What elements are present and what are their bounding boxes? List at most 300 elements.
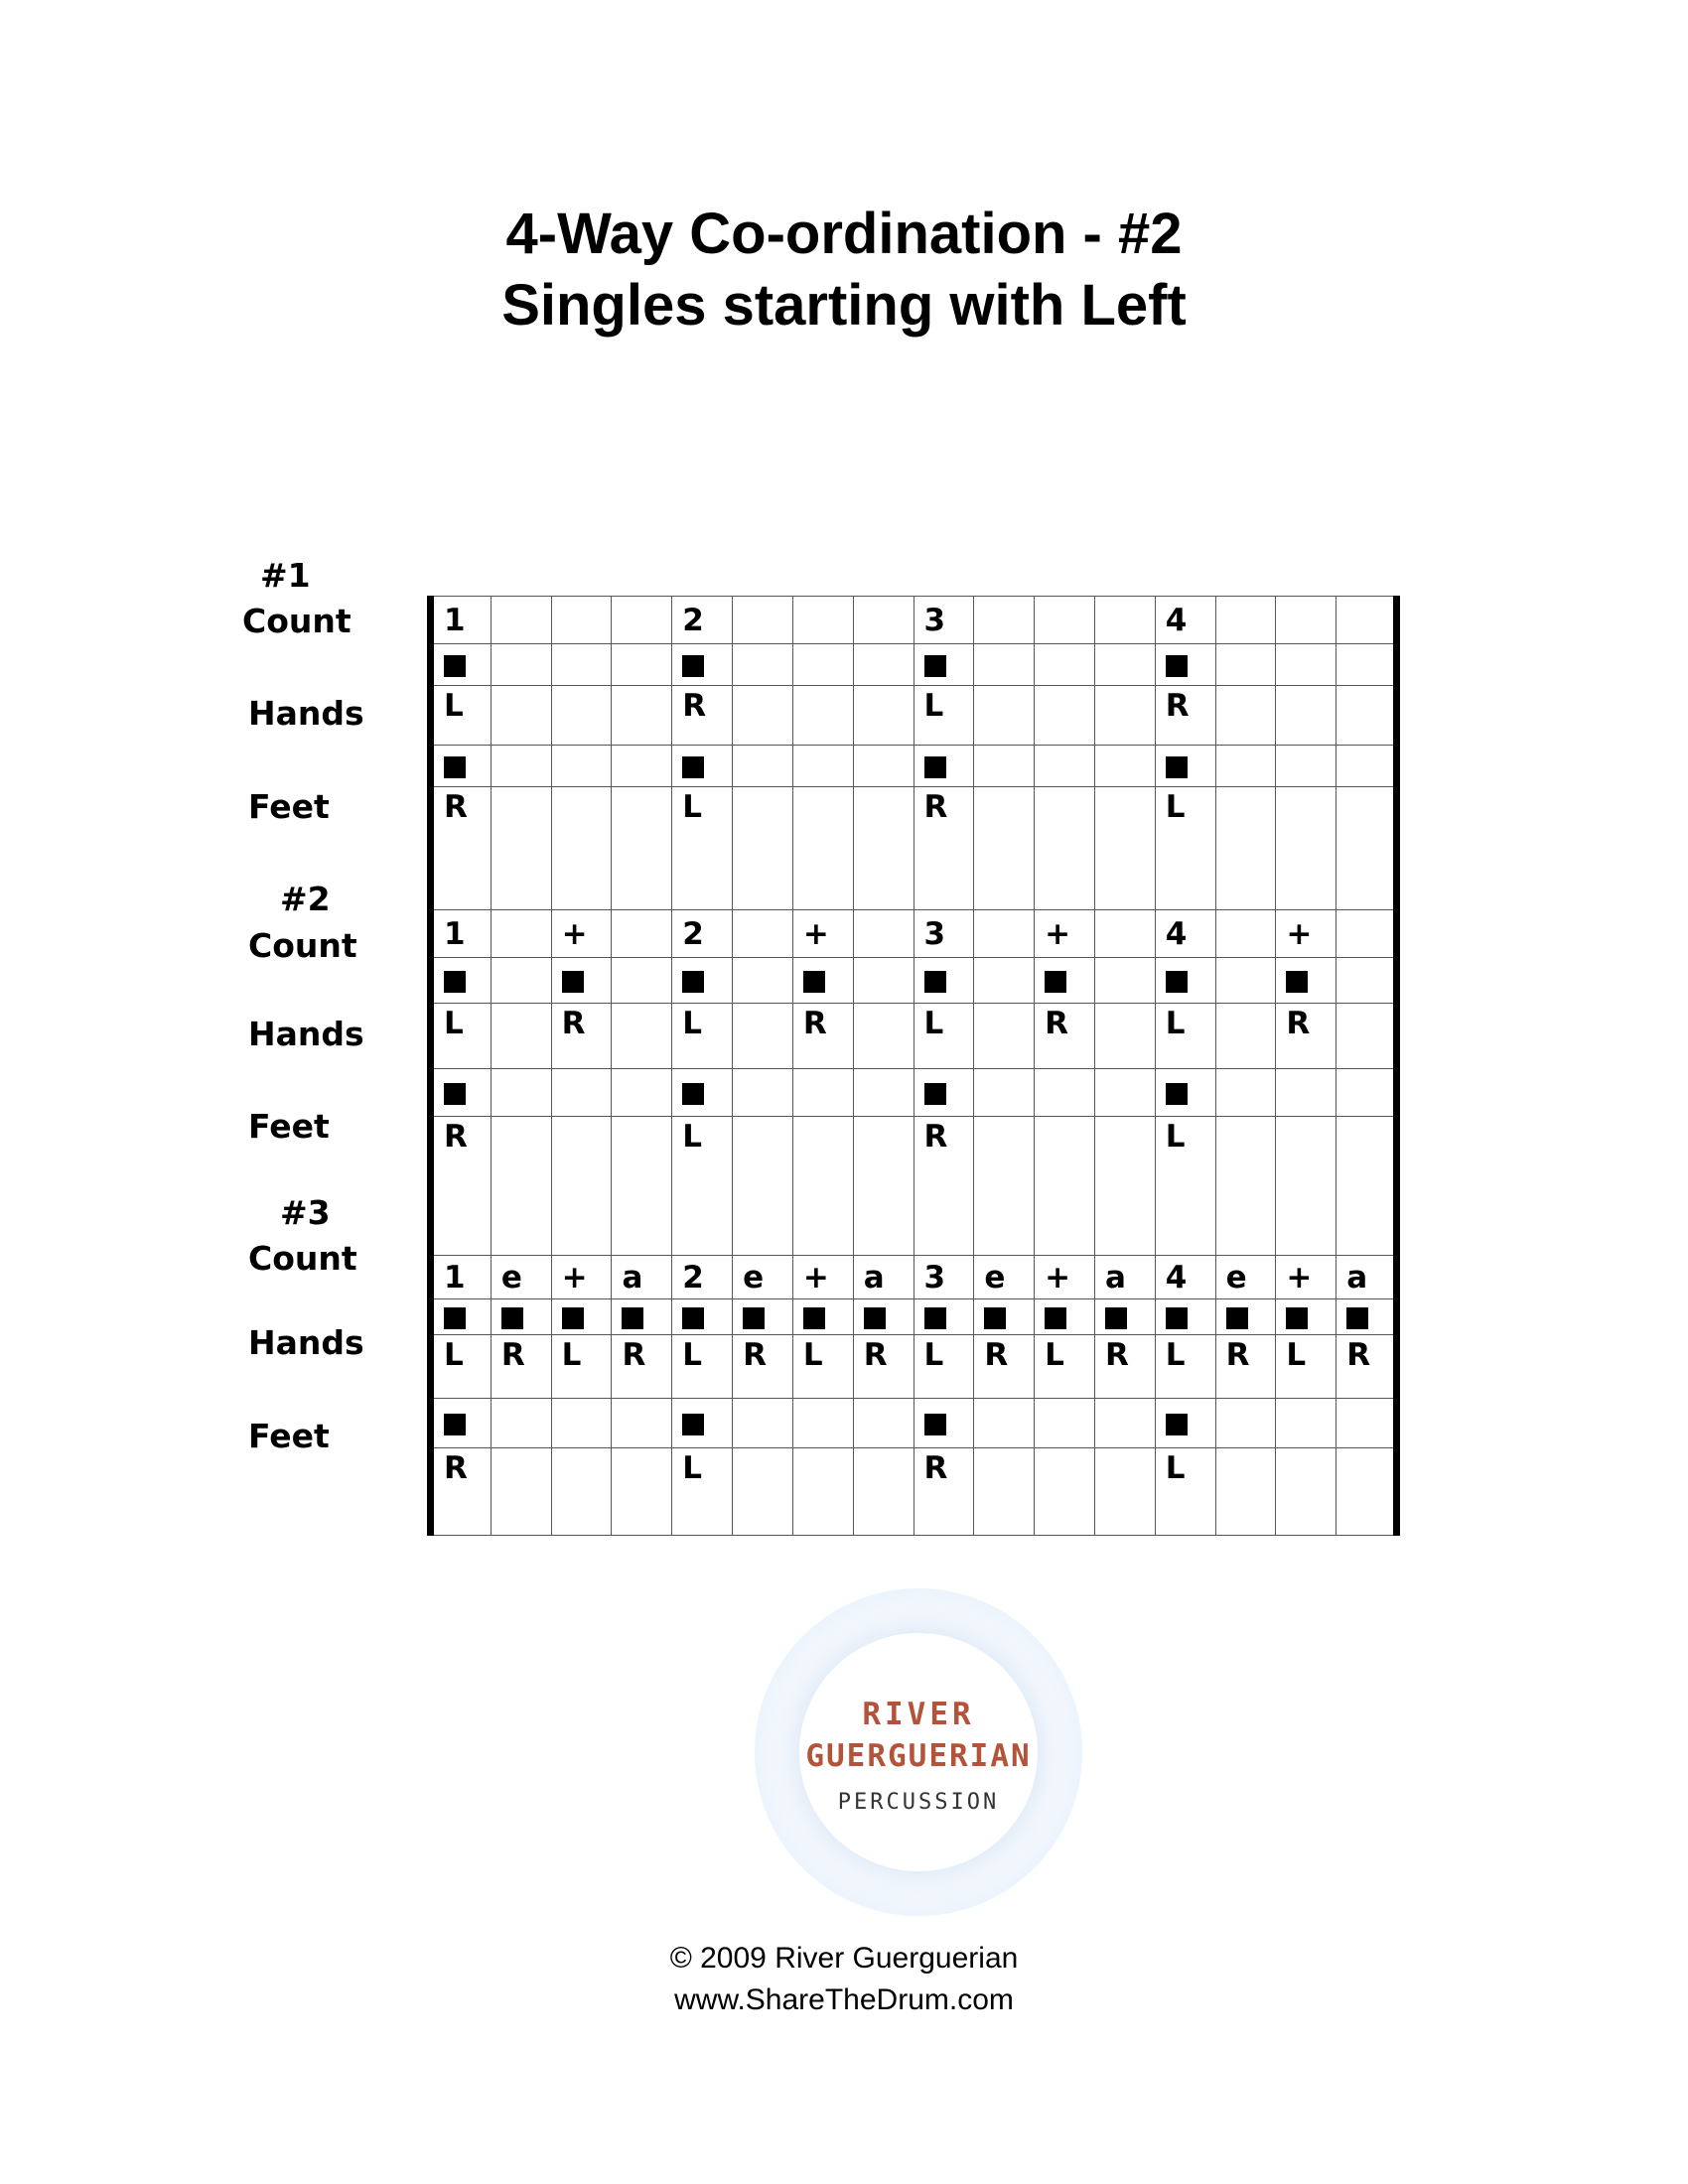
grid-cell [853, 1399, 914, 1448]
grid-cell [612, 1004, 672, 1069]
grid-cell [1276, 1448, 1336, 1536]
grid-cell [1215, 597, 1276, 644]
grid-cell: + [1035, 1256, 1095, 1299]
grid-cell [672, 1069, 733, 1117]
grid-cell [792, 644, 853, 686]
grid-cell [792, 1399, 853, 1448]
grid-cell [792, 1117, 853, 1256]
grid-cell [1094, 1399, 1155, 1448]
grid-cell [914, 1399, 974, 1448]
section-1-count-label: Count [242, 602, 352, 640]
beat-mark [682, 655, 704, 677]
grid-cell [1215, 1299, 1276, 1335]
grid-cell [612, 910, 672, 958]
beat-mark [682, 1083, 704, 1105]
section-1-feet-row [431, 787, 1397, 910]
grid-cell [1215, 1004, 1276, 1069]
grid-cell [974, 597, 1035, 644]
grid-cell: R [914, 787, 974, 910]
grid-cell: 2 [672, 910, 733, 958]
grid-cell [1035, 686, 1095, 746]
grid-cell [1276, 787, 1336, 910]
grid-cell [1094, 644, 1155, 686]
grid-cell [733, 1004, 793, 1069]
grid-cell: 2 [672, 1256, 733, 1299]
grid-cell [551, 746, 612, 787]
grid-cell [612, 746, 672, 787]
grid-cell: R [431, 1117, 492, 1256]
grid-cell [792, 1299, 853, 1335]
grid-cell: R [612, 1335, 672, 1399]
section-3-hands-marks-row [431, 1299, 1397, 1335]
grid-cell: R [1276, 1004, 1336, 1069]
grid-cell [491, 686, 551, 746]
section-1-hands-marks-row [431, 644, 1397, 686]
grid-cell [1155, 644, 1215, 686]
grid-cell [733, 644, 793, 686]
grid-cell [853, 597, 914, 644]
grid-cell [914, 644, 974, 686]
grid-cell: 4 [1155, 1256, 1215, 1299]
grid-cell: R [914, 1117, 974, 1256]
grid-cell [551, 1117, 612, 1256]
grid-cell: R [431, 787, 492, 910]
grid-cell [1094, 1004, 1155, 1069]
grid-cell [1155, 1299, 1215, 1335]
beat-mark [1166, 1307, 1188, 1329]
grid-cell: R [792, 1004, 853, 1069]
section-3-hands-row [431, 1335, 1397, 1399]
grid-cell [1035, 1448, 1095, 1536]
grid-cell [612, 1299, 672, 1335]
section-2-number: #2 [280, 880, 331, 918]
beat-mark [682, 971, 704, 993]
grid-cell [1094, 1117, 1155, 1256]
beat-mark [864, 1307, 886, 1329]
grid-cell [672, 958, 733, 1004]
grid-cell [1276, 1399, 1336, 1448]
beat-mark [444, 1414, 466, 1435]
grid-cell [974, 910, 1035, 958]
grid-cell [1336, 958, 1397, 1004]
grid-cell: L [431, 686, 492, 746]
section-3-feet-marks-row [431, 1399, 1397, 1448]
grid-cell [1336, 787, 1397, 910]
grid-cell: + [1035, 910, 1095, 958]
section-2-hands-marks-row [431, 958, 1397, 1004]
grid-cell: L [1155, 1004, 1215, 1069]
grid-cell [974, 1004, 1035, 1069]
grid-cell [792, 1448, 853, 1536]
logo-text-percussion: PERCUSSION [837, 1790, 1000, 1815]
grid-cell [792, 597, 853, 644]
grid-cell [1035, 958, 1095, 1004]
grid-cell [974, 787, 1035, 910]
section-2-feet-row [431, 1117, 1397, 1256]
grid-cell [612, 597, 672, 644]
grid-cell [672, 644, 733, 686]
grid-cell [1336, 1004, 1397, 1069]
grid-cell [853, 686, 914, 746]
grid-cell [1215, 1117, 1276, 1256]
grid-cell: e [1215, 1256, 1276, 1299]
beat-mark [1166, 756, 1188, 778]
grid-cell: 4 [1155, 910, 1215, 958]
grid-cell [853, 910, 914, 958]
grid-cell [733, 1117, 793, 1256]
grid-cell [1215, 910, 1276, 958]
beat-mark [444, 1307, 466, 1329]
grid-cell: 4 [1155, 597, 1215, 644]
grid-cell [914, 1299, 974, 1335]
grid-cell [491, 597, 551, 644]
grid-cell [792, 787, 853, 910]
grid-cell: R [1215, 1335, 1276, 1399]
grid-cell [1035, 1299, 1095, 1335]
grid-cell [431, 1299, 492, 1335]
grid-cell [551, 787, 612, 910]
grid-cell [914, 958, 974, 1004]
grid-cell [853, 746, 914, 787]
section-1-feet-marks-row [431, 746, 1397, 787]
beat-mark [562, 971, 584, 993]
grid-cell [612, 644, 672, 686]
grid-cell [733, 910, 793, 958]
grid-cell [1215, 1448, 1276, 1536]
grid-cell: R [1035, 1004, 1095, 1069]
grid-cell [431, 1069, 492, 1117]
grid-cell [672, 1399, 733, 1448]
grid-cell: L [1276, 1335, 1336, 1399]
grid-cell [853, 787, 914, 910]
grid-cell [491, 1069, 551, 1117]
section-2-feet-marks-row [431, 1069, 1397, 1117]
grid-cell: 2 [672, 597, 733, 644]
beat-mark [803, 1307, 825, 1329]
grid-cell [551, 644, 612, 686]
grid-cell [1336, 1399, 1397, 1448]
grid-cell [1155, 958, 1215, 1004]
grid-cell [491, 746, 551, 787]
grid-cell [551, 1299, 612, 1335]
logo-text-river: RIVER [862, 1697, 975, 1732]
grid-cell: L [1155, 1448, 1215, 1536]
section-1-number: #1 [260, 556, 311, 595]
grid-cell [853, 958, 914, 1004]
grid-cell: L [672, 1117, 733, 1256]
grid-cell [733, 1299, 793, 1335]
grid-cell [1276, 1117, 1336, 1256]
grid-cell [974, 958, 1035, 1004]
beat-mark [1166, 1414, 1188, 1435]
grid-cell [491, 958, 551, 1004]
beat-mark [682, 1307, 704, 1329]
grid-cell [1094, 1069, 1155, 1117]
beat-mark [1346, 1307, 1368, 1329]
beat-mark [924, 1414, 946, 1435]
grid-cell: R [1094, 1335, 1155, 1399]
grid-cell [733, 787, 793, 910]
grid-cell [612, 1448, 672, 1536]
logo [755, 1588, 1082, 1916]
grid-cell [1035, 787, 1095, 910]
grid-cell [733, 746, 793, 787]
grid-cell [1215, 644, 1276, 686]
grid-cell [1094, 686, 1155, 746]
grid-cell: + [792, 1256, 853, 1299]
grid-cell [974, 1448, 1035, 1536]
grid-cell: R [672, 686, 733, 746]
grid-cell [1276, 686, 1336, 746]
grid-cell [1276, 746, 1336, 787]
grid-cell [1336, 1299, 1397, 1335]
grid-cell [551, 597, 612, 644]
beat-mark [444, 971, 466, 993]
grid-cell [792, 958, 853, 1004]
beat-mark [1286, 1307, 1308, 1329]
grid-cell: a [612, 1256, 672, 1299]
grid-cell: R [1155, 686, 1215, 746]
grid-cell [853, 1448, 914, 1536]
grid-cell: L [431, 1004, 492, 1069]
grid-cell: L [1155, 1335, 1215, 1399]
grid-cell: L [1035, 1335, 1095, 1399]
grid-cell [733, 686, 793, 746]
copyright-text: © 2009 River Guerguerian [669, 1942, 1019, 1975]
section-2-hands-row [431, 1004, 1397, 1069]
grid-cell [1035, 1117, 1095, 1256]
grid-cell [1035, 746, 1095, 787]
grid-cell [914, 746, 974, 787]
section-3-hands-label: Hands [248, 1323, 364, 1362]
beat-mark [743, 1307, 765, 1329]
grid-cell [431, 746, 492, 787]
grid-cell [551, 1448, 612, 1536]
grid-cell [491, 910, 551, 958]
grid-cell: e [491, 1256, 551, 1299]
section-1-hands-label: Hands [248, 694, 364, 733]
grid-cell: e [974, 1256, 1035, 1299]
section-3-feet-row [431, 1448, 1397, 1536]
grid-cell [1094, 1299, 1155, 1335]
grid-cell: L [551, 1335, 612, 1399]
beat-mark [682, 756, 704, 778]
grid-cell [491, 1299, 551, 1335]
grid-cell [1035, 1069, 1095, 1117]
beat-mark [1166, 1083, 1188, 1105]
grid-cell [431, 958, 492, 1004]
grid-cell [612, 1069, 672, 1117]
grid-cell: R [733, 1335, 793, 1399]
grid-cell [1035, 597, 1095, 644]
grid-cell [612, 958, 672, 1004]
grid-cell: 1 [431, 910, 492, 958]
grid-cell: L [672, 787, 733, 910]
beat-mark [1045, 971, 1066, 993]
grid-cell [853, 1299, 914, 1335]
grid-cell: L [1155, 1117, 1215, 1256]
grid-cell [431, 644, 492, 686]
grid-cell [612, 1399, 672, 1448]
beat-mark [984, 1307, 1006, 1329]
section-2-count-label: Count [248, 926, 357, 965]
grid-cell [853, 644, 914, 686]
beat-mark [501, 1307, 523, 1329]
section-3-feet-label: Feet [248, 1417, 330, 1455]
beat-mark [924, 1083, 946, 1105]
grid-cell [974, 686, 1035, 746]
grid-cell [1276, 644, 1336, 686]
beat-mark [1166, 655, 1188, 677]
grid-cell: L [792, 1335, 853, 1399]
grid-cell [1276, 597, 1336, 644]
grid-cell [914, 1069, 974, 1117]
grid-cell [1276, 1069, 1336, 1117]
beat-mark [1166, 971, 1188, 993]
grid-cell [551, 958, 612, 1004]
grid-cell: 1 [431, 597, 492, 644]
grid-cell [491, 1399, 551, 1448]
footer [0, 1938, 1688, 2021]
beat-mark [562, 1307, 584, 1329]
grid-cell [1035, 644, 1095, 686]
grid-cell: + [1276, 1256, 1336, 1299]
row-labels [0, 0, 417, 1549]
grid-cell [853, 1117, 914, 1256]
section-2-count-row [431, 910, 1397, 958]
grid-cell: 3 [914, 910, 974, 958]
grid-cell [551, 686, 612, 746]
grid-cell [1094, 787, 1155, 910]
grid-cell [1336, 1448, 1397, 1536]
grid-cell [1336, 910, 1397, 958]
grid-cell: + [792, 910, 853, 958]
grid-cell: L [914, 686, 974, 746]
grid-cell [672, 1299, 733, 1335]
grid-cell [1336, 597, 1397, 644]
website-text: www.ShareTheDrum.com [674, 1983, 1014, 2016]
grid-cell [1094, 746, 1155, 787]
grid-cell: R [914, 1448, 974, 1536]
grid-cell [1155, 1399, 1215, 1448]
beat-mark [1226, 1307, 1248, 1329]
grid-cell [1336, 686, 1397, 746]
grid-cell [1215, 787, 1276, 910]
grid-cell [974, 1399, 1035, 1448]
section-3-number: #3 [280, 1193, 331, 1232]
grid-cell [974, 746, 1035, 787]
beat-mark [1045, 1307, 1066, 1329]
grid-cell: L [914, 1335, 974, 1399]
grid-cell: + [1276, 910, 1336, 958]
grid-cell: a [1094, 1256, 1155, 1299]
grid-cell: R [431, 1448, 492, 1536]
grid-cell: + [551, 910, 612, 958]
grid-cell [1155, 746, 1215, 787]
section-2-hands-label: Hands [248, 1015, 364, 1053]
section-1-hands-row [431, 686, 1397, 746]
beat-mark [622, 1307, 643, 1329]
grid-cell [1035, 1399, 1095, 1448]
section-3-count-row [431, 1256, 1397, 1299]
grid-cell [672, 746, 733, 787]
beat-mark [444, 1083, 466, 1105]
grid-cell: 1 [431, 1256, 492, 1299]
grid-cell [1094, 958, 1155, 1004]
grid-cell [491, 1448, 551, 1536]
grid-cell [733, 1448, 793, 1536]
grid-cell: R [974, 1335, 1035, 1399]
coordination-grid [427, 596, 1400, 1536]
section-1-count-row [431, 597, 1397, 644]
grid-cell [853, 1069, 914, 1117]
beat-mark [1105, 1307, 1127, 1329]
grid-cell [974, 1069, 1035, 1117]
grid-cell: L [672, 1004, 733, 1069]
grid-cell [1336, 1117, 1397, 1256]
grid-cell: L [914, 1004, 974, 1069]
grid-cell: L [672, 1448, 733, 1536]
grid-cell [491, 644, 551, 686]
grid-cell [792, 746, 853, 787]
grid-cell: R [551, 1004, 612, 1069]
grid-cell [551, 1069, 612, 1117]
grid-cell [612, 1117, 672, 1256]
grid-cell [792, 686, 853, 746]
beat-mark [444, 756, 466, 778]
grid-cell [974, 1117, 1035, 1256]
beat-mark [924, 1307, 946, 1329]
section-2-feet-label: Feet [248, 1107, 330, 1146]
grid-cell [491, 1004, 551, 1069]
grid-cell [733, 1069, 793, 1117]
grid-cell [1215, 1399, 1276, 1448]
grid-cell [491, 1117, 551, 1256]
grid-cell [1094, 597, 1155, 644]
grid-cell [431, 1399, 492, 1448]
grid-cell: a [1336, 1256, 1397, 1299]
grid-cell: 3 [914, 1256, 974, 1299]
grid-cell [1276, 958, 1336, 1004]
grid-cell [974, 1299, 1035, 1335]
grid-cell [853, 1004, 914, 1069]
title-line-1: 4-Way Co-ordination - #2 [505, 202, 1183, 266]
beat-mark [924, 655, 946, 677]
grid-cell [1094, 910, 1155, 958]
beat-mark [803, 971, 825, 993]
beat-mark [682, 1414, 704, 1435]
logo-circle [799, 1633, 1038, 1871]
grid-cell [792, 1069, 853, 1117]
grid-cell [612, 686, 672, 746]
beat-mark [924, 971, 946, 993]
grid-cell: a [853, 1256, 914, 1299]
grid-cell [1336, 746, 1397, 787]
grid-cell [612, 787, 672, 910]
grid-cell: L [1155, 787, 1215, 910]
grid-cell [733, 597, 793, 644]
grid-cell [1336, 644, 1397, 686]
grid-cell [1215, 1069, 1276, 1117]
grid-cell: R [491, 1335, 551, 1399]
grid-cell: L [431, 1335, 492, 1399]
grid-cell [491, 787, 551, 910]
beat-mark [924, 756, 946, 778]
grid-cell [733, 958, 793, 1004]
title-line-2: Singles starting with Left [501, 273, 1187, 338]
beat-mark [1286, 971, 1308, 993]
logo-text-guerguerian: GUERGUERIAN [805, 1738, 1032, 1774]
